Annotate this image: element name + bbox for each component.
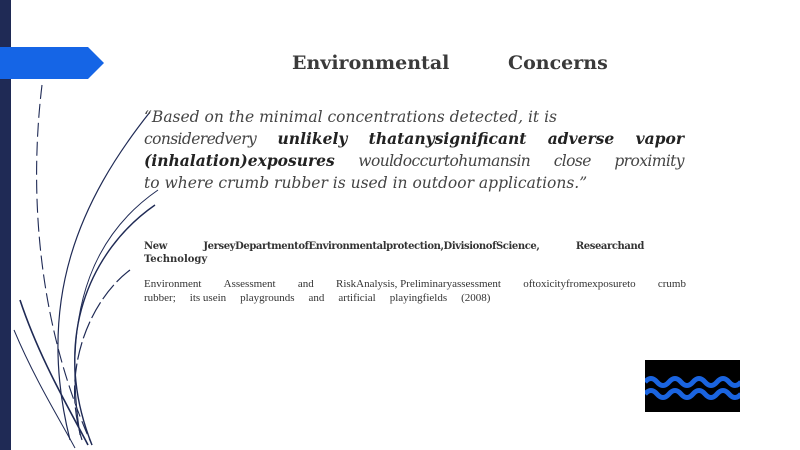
title-word-1: Environmental <box>292 52 450 74</box>
reference-text <box>144 278 686 306</box>
quote-word: wouldoccurtohumansin <box>358 152 531 170</box>
source-org-line-2: Technology <box>144 254 208 265</box>
quote-line-3 <box>144 150 684 172</box>
reference-word: RiskAnalysis, Preliminaryassessment <box>335 278 501 290</box>
reference-word: its usein <box>189 291 227 304</box>
title-word-2: Concerns <box>508 52 608 74</box>
reference-word: Environment <box>144 278 202 290</box>
waves-icon <box>645 360 740 412</box>
quote-block <box>144 106 684 194</box>
reference-word: playingfields <box>389 291 448 304</box>
reference-word: Assessment <box>223 278 276 290</box>
quote-line-1: “Based on the minimal concentrations detected, it is <box>144 108 557 126</box>
reference-word: and <box>297 278 314 290</box>
source-citation <box>144 240 644 266</box>
quote-word: adverse <box>547 129 615 148</box>
title-arrow-shape <box>0 47 104 79</box>
reference-word: playgrounds <box>240 291 295 304</box>
reference-word: rubber; <box>144 291 176 304</box>
source-word: JerseyDepartmentofEnvironmentalprotection,DivisionofScience, <box>203 241 540 252</box>
quote-word: thatanysignificant <box>368 129 527 148</box>
reference-word: and <box>308 291 325 304</box>
quote-word: unlikely <box>277 129 348 148</box>
reference-word: crumb <box>657 278 686 290</box>
quote-word: consideredvery <box>144 130 257 148</box>
slide-title <box>292 52 608 74</box>
quote-word: proximity <box>614 152 684 170</box>
quote-word: (inhalation)exposures <box>144 151 335 170</box>
reference-word: (2008) <box>461 291 491 304</box>
reference-line-1 <box>144 278 686 292</box>
source-word: Researchand <box>575 241 644 252</box>
source-org-line <box>144 240 644 253</box>
quote-word: vapor <box>635 129 684 148</box>
reference-word: artificial <box>338 291 376 304</box>
quote-word: close <box>553 152 591 170</box>
quote-line-4: to where crumb rubber is used in outdoor applications.” <box>144 174 588 192</box>
quote-line-2 <box>144 128 684 150</box>
reference-line-2 <box>144 292 686 306</box>
reference-word: oftoxicityfromexposureto <box>523 278 636 290</box>
waves-logo <box>645 360 740 412</box>
source-word: New <box>144 241 167 252</box>
